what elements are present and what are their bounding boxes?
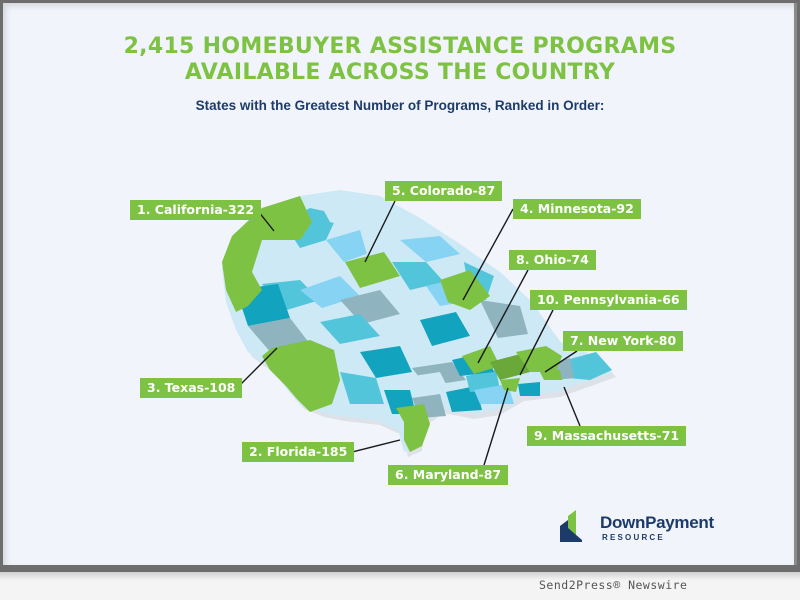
- label-minnesota: 4. Minnesota-92: [513, 199, 641, 219]
- label-florida: 2. Florida-185: [242, 442, 354, 462]
- headline-line-1: 2,415 HOMEBUYER ASSISTANCE PROGRAMS: [123, 34, 677, 59]
- label-colorado: 5. Colorado-87: [385, 181, 502, 201]
- logo-wordmark: DownPayment: [600, 513, 714, 532]
- newswire-credit: Send2Press® Newswire: [539, 578, 688, 592]
- logo-subtitle: RESOURCE: [602, 533, 665, 542]
- headline-line-2: AVAILABLE ACROSS THE COUNTRY: [184, 60, 616, 85]
- label-new-york: 7. New York-80: [563, 331, 683, 351]
- state-new-jersey: [518, 382, 540, 396]
- subtitle: States with the Greatest Number of Programs, Ranked in Order:: [195, 98, 605, 113]
- label-texas: 3. Texas-108: [140, 378, 242, 398]
- label-pennsylvania: 10. Pennsylvania-66: [530, 290, 687, 310]
- leader-massachusetts: [564, 387, 580, 426]
- label-massachusetts: 9. Massachusetts-71: [527, 426, 686, 446]
- label-california: 1. California-322: [130, 200, 261, 220]
- label-maryland: 6. Maryland-87: [388, 465, 508, 485]
- label-ohio: 8. Ohio-74: [509, 250, 596, 270]
